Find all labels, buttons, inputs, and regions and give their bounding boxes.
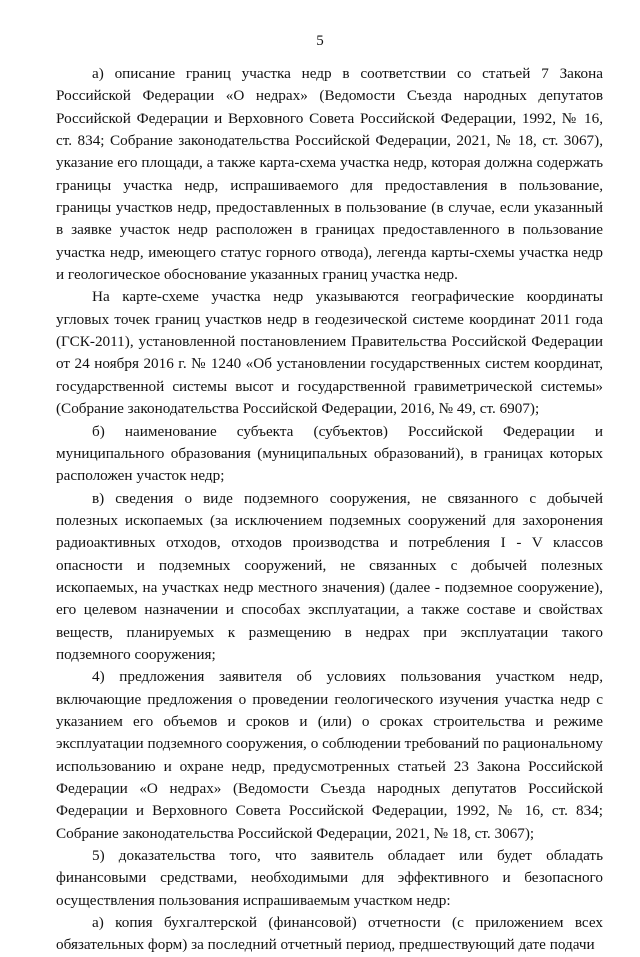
paragraph-7-accounting-copy: а) копия бухгалтерской (финансовой) отчетности (с приложением всех обязательных форм) за последний отчетный период, предшествующий дате подачи	[56, 914, 603, 954]
paragraph-5-usage-conditions: 4) предложения заявителя об условиях пользования участком недр, включающие предложения о проведении геологического изучения участка недр с указанием его объемов и сроков и (или) о сроках строительства и режиме эксплуатации подземного сооружения, о соблюдении требований по рациональному использованию и охране недр, предусмотренных статьей 23 Закона Российской Федерации «О недрах» (Ведомости Съезда народных депутатов Российской Федерации и Верховного Совета Российской Федерации, 1992, № 16, ст. 834; Собрание законодательства Российской Федерации, 2021, № 18, ст. 3067);	[56, 668, 603, 842]
paragraph-3-region-name: б) наименование субъекта (субъектов) Российской Федерации и муниципального образования (муниципальных образований), в границах которых расположен участок недр;	[56, 422, 603, 485]
paragraph-4-underground-structure: в) сведения о виде подземного сооружения, не связанного с добычей полезных ископаемых (за исключением подземных сооружений для захоронения радиоактивных отходов, отходов производства и потребления I - V классов опасности и подземных сооружений, не связанных с добычей полезных ископаемых, на участках недр местного значения) (далее - подземное сооружение), его целевом назначении и способах эксплуатации, а также составе и свойствах веществ, планируемых к размещению в недрах при эксплуатации такого подземного сооружения;	[56, 489, 603, 663]
paragraph-1-boundary-description: а) описание границ участка недр в соответствии со статьей 7 Закона Российской Федерации «О недрах» (Ведомости Съезда народных депутатов Российской Федерации и Верховного Совета Российской Федерации, 1992, № 16, ст. 834; Собрание законодательства Российской Федерации, 2021, № 18, ст. 3067), указание его площади, а также карта-схема участка недр, которая должна содержать границы участка недр, испрашиваемого для предоставления в пользование, границы участков недр, предоставленных в пользование (в случае, если указанный в заявке участок недр расположен в границах предоставленного в пользование участка недр, имеющего статус горного отвода), легенда карты-схемы участка недр и геологическое обоснование указанных границ участка недр.	[56, 65, 603, 284]
paragraph-6-financial-evidence: 5) доказательства того, что заявитель обладает или будет обладать финансовыми средствами, необходимыми для эффективного и безопасного осуществления пользования испрашиваемым участком недр:	[56, 847, 603, 909]
document-body	[56, 63, 603, 957]
page-number: 5	[316, 33, 324, 49]
paragraph-2-map-coordinates: На карте-схеме участка недр указываются географические координаты угловых точек границ участков недр в геодезической системе координат 2011 года (ГСК-2011), установленной постановлением Правительства Российской Федерации от 24 ноября 2016 г. № 1240 «Об установлении государственных систем координат, государственной системы высот и государственной гравиметрической системы» (Собрание законодательства Российской Федерации, 2016, № 49, ст. 6907);	[56, 288, 603, 418]
